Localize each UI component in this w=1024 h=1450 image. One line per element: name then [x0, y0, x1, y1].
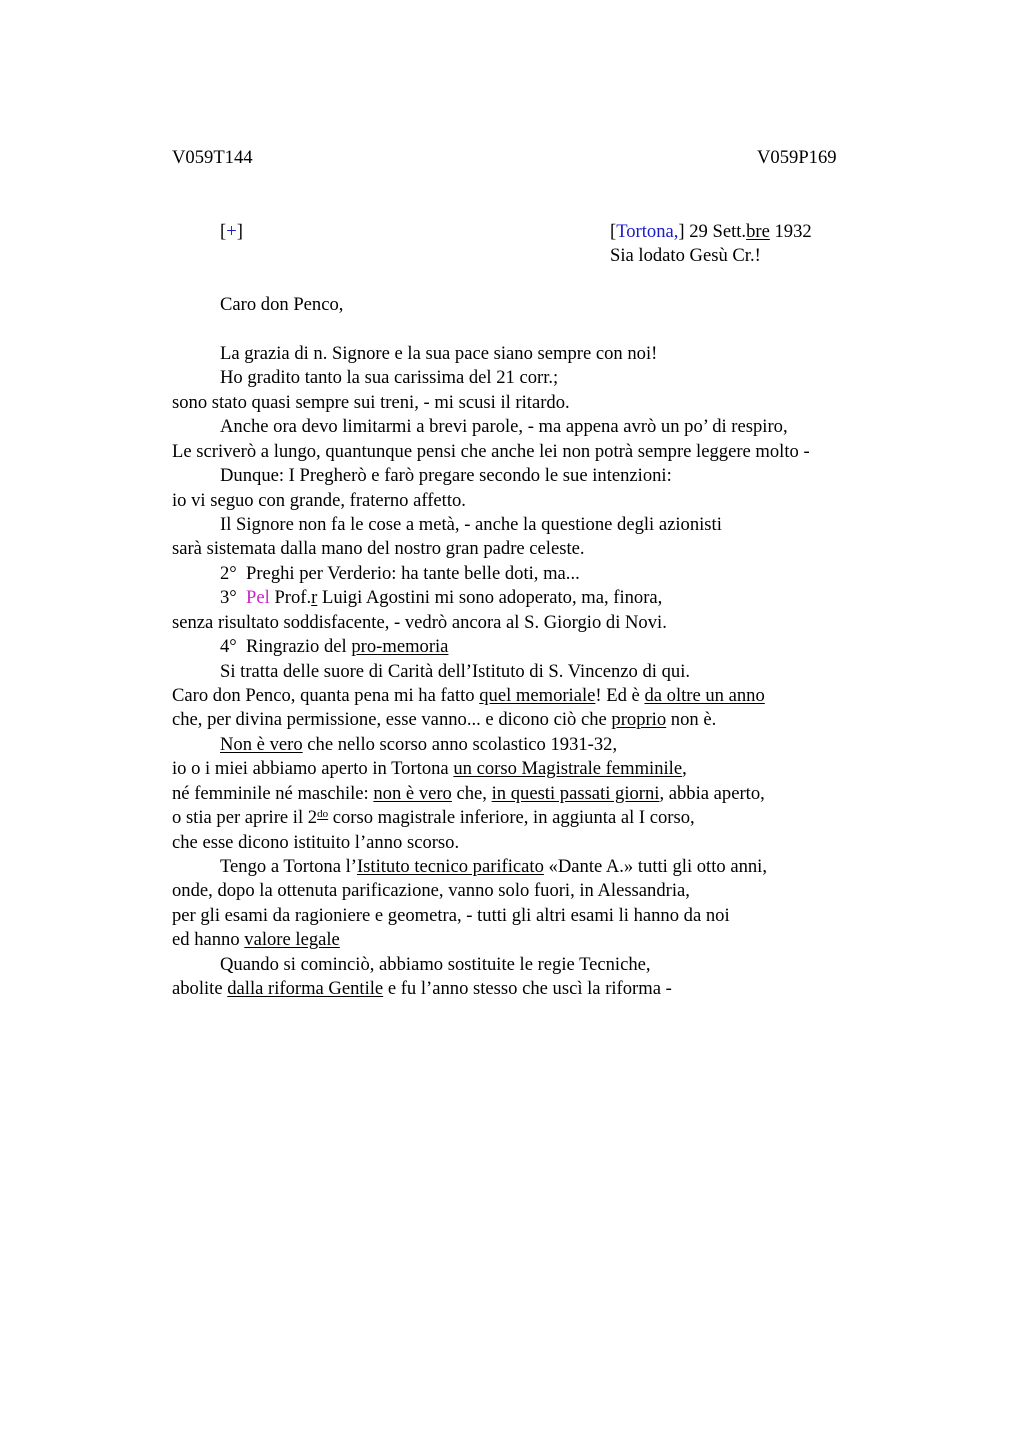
body-text: «Dante A.» tutti gli otto anni, — [543, 856, 767, 877]
date-year: 1932 — [769, 221, 812, 242]
item-number: 3° — [220, 587, 247, 608]
body-line — [172, 684, 765, 708]
body-text: che nello scorso anno scolastico 1931-32, — [302, 734, 618, 755]
body-line: per gli esami da ragioniere e geometra, - tutti gli altri esami li hanno da noi — [172, 905, 730, 926]
underlined-text: non è vero — [373, 783, 452, 804]
underlined-text: r — [311, 587, 318, 608]
body-text: o stia per aprire il 2 — [172, 807, 318, 828]
bracket-open: [ — [610, 221, 617, 242]
body-text: 4° Ringrazio del — [220, 636, 352, 657]
body-line: 2° Preghi per Verderio: ha tante belle doti, ma... — [220, 563, 580, 584]
underlined-text: Non è vero — [220, 734, 303, 755]
place-name: Tortona, — [616, 221, 679, 242]
place-date — [610, 220, 812, 244]
body-line — [172, 757, 687, 781]
underlined-text: un corso Magistrale femminile — [453, 758, 683, 779]
body-text: Caro don Penco, quanta pena mi ha fatto — [172, 685, 480, 706]
underlined-text: da oltre un anno — [644, 685, 765, 706]
body-line: Dunque: I Pregherò e farò pregare secondo le sue intenzioni: — [220, 465, 672, 486]
underlined-text: in questi passati giorni — [491, 783, 660, 804]
cross-mark — [220, 220, 243, 244]
body-line: Anche ora devo limitarmi a brevi parole, - ma appena avrò un po’ di respiro, — [220, 416, 788, 437]
underlined-text: quel memoriale — [479, 685, 596, 706]
underlined-text: Istituto tecnico parificato — [356, 856, 544, 877]
body-text: e fu l’anno stesso che uscì la riforma - — [383, 978, 672, 999]
invocation: Sia lodato Gesù Cr.! — [610, 245, 761, 266]
body-text: Prof. — [269, 587, 312, 608]
body-line: Le scriverò a lungo, quantunque pensi che anche lei non potrà sempre leggere molto - — [172, 441, 810, 462]
date-abbrev: bre — [746, 221, 770, 242]
date-text: ] 29 Sett. — [678, 221, 747, 242]
salutation: Caro don Penco, — [220, 294, 344, 315]
body-line — [172, 708, 716, 732]
body-text: che, — [451, 783, 492, 804]
cross-symbol: + — [226, 221, 237, 242]
body-line: sono stato quasi sempre sui treni, - mi scusi il ritardo. — [172, 392, 570, 413]
body-line: Ho gradito tanto la sua carissima del 21 corr.; — [220, 367, 559, 388]
body-text: , abbia aperto, — [659, 783, 765, 804]
underlined-text: proprio — [611, 709, 667, 730]
body-line: Quando si cominciò, abbiamo sostituite le regie Tecniche, — [220, 954, 651, 975]
body-text: Tengo a Tortona l’ — [220, 856, 357, 877]
underlined-text: pro-memoria — [351, 636, 449, 657]
body-line: Si tratta delle suore di Carità dell’Istituto di S. Vincenzo di qui. — [220, 661, 691, 682]
bracket-open: [ — [220, 221, 227, 242]
body-text: né femminile né maschile: — [172, 783, 374, 804]
body-text: ed hanno — [172, 929, 245, 950]
bracket-close: ] — [236, 221, 243, 242]
body-line: che esse dicono istituito l’anno scorso. — [172, 832, 460, 853]
body-line: io vi seguo con grande, fraterno affetto. — [172, 490, 466, 511]
body-text: io o i miei abbiamo aperto in Tortona — [172, 758, 454, 779]
body-text: corso magistrale inferiore, in aggiunta al I corso, — [328, 807, 695, 828]
body-text: non è. — [666, 709, 717, 730]
body-line: onde, dopo la ottenuta parificazione, vanno solo fuori, in Alessandria, — [172, 880, 690, 901]
underlined-text: dalla riforma Gentile — [227, 978, 384, 999]
document-code-left: V059T144 — [172, 147, 253, 168]
body-line — [172, 806, 695, 830]
body-line: senza risultato soddisfacente, - vedrò ancora al S. Giorgio di Novi. — [172, 612, 667, 633]
body-line: sarà sistemata dalla mano del nostro gran padre celeste. — [172, 538, 585, 559]
body-line — [220, 733, 617, 757]
body-line — [220, 635, 448, 659]
body-text: ! Ed è — [595, 685, 645, 706]
editorial-word: Pel — [246, 587, 270, 608]
body-text: abolite — [172, 978, 228, 999]
body-line — [172, 977, 672, 1001]
body-line: La grazia di n. Signore e la sua pace siano sempre con noi! — [220, 343, 658, 364]
superscript-text: do — [317, 808, 329, 820]
body-line — [220, 586, 662, 610]
underlined-text: valore legale — [244, 929, 340, 950]
body-text: che, per divina permissione, esse vanno... e dicono ciò che — [172, 709, 612, 730]
body-line — [172, 782, 765, 806]
body-line: Il Signore non fa le cose a metà, - anche la questione degli azionisti — [220, 514, 722, 535]
document-code-right: V059P169 — [757, 147, 837, 168]
body-text: , — [682, 758, 687, 779]
body-line — [172, 928, 340, 952]
body-text: Luigi Agostini mi sono adoperato, ma, finora, — [317, 587, 663, 608]
body-line — [220, 855, 767, 879]
